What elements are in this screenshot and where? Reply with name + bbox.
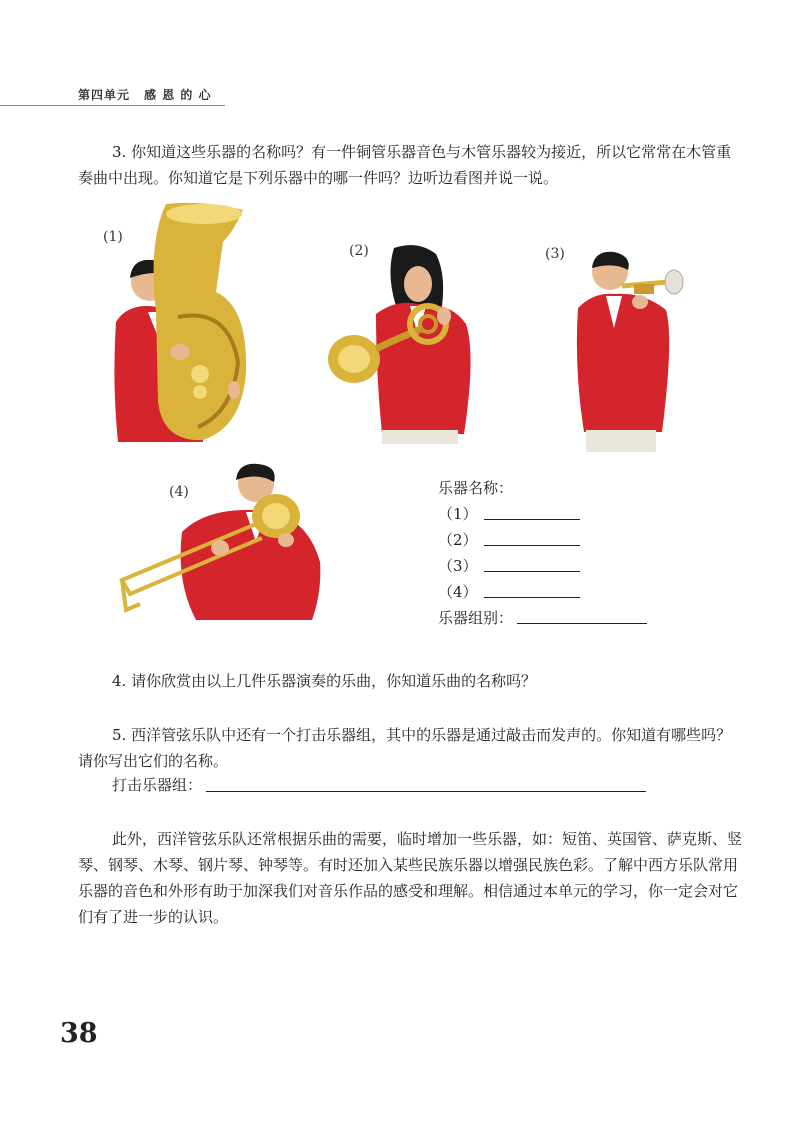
- tuba-player-image: [108, 202, 258, 450]
- question-4: 4. 请你欣赏由以上几件乐器演奏的乐曲，你知道乐曲的名称吗？: [112, 672, 537, 690]
- header-rule: [0, 105, 225, 106]
- answer-row-4-label: （4）: [438, 583, 478, 601]
- answer-row-3-label: （3）: [438, 557, 478, 575]
- trumpet-player-image: [574, 248, 686, 452]
- figure-label-3: (3): [545, 246, 565, 262]
- answer-heading: 乐器名称：: [438, 479, 514, 497]
- answer-row-4: [438, 579, 647, 605]
- answer-row-3: [438, 553, 647, 579]
- answer-blank-2[interactable]: [484, 530, 580, 546]
- answer-blank-3[interactable]: [484, 556, 580, 572]
- percussion-answer-row: [112, 774, 646, 795]
- french-horn-player-image: [326, 244, 476, 444]
- answer-blank-4[interactable]: [484, 582, 580, 598]
- closing-paragraph: 此外，西洋管弦乐队还常根据乐曲的需要，临时增加一些乐器，如：短笛、英国管、萨克斯、竖琴、钢琴、木琴、钢片琴、钟琴等。有时还加入某些民族乐器以增强民族色彩。了解中西方乐队常用乐器的音色和外形有助于加深我们对音乐作品的感受和理解。相信通过本单元的学习，你一定会对它们有了进一步的认识。: [78, 830, 743, 926]
- trombone-player-image: [116, 462, 322, 620]
- figure-label-4: (4): [169, 484, 189, 500]
- answer-row-1-label: （1）: [438, 505, 478, 523]
- question-3: 3. 你知道这些乐器的名称吗？有一件铜管乐器音色与木管乐器较为接近，所以它常常在木管重奏曲中出现。你知道它是下列乐器中的哪一件吗？边听边看图并说一说。: [78, 143, 732, 187]
- answer-blank-1[interactable]: [484, 504, 580, 520]
- unit-title: 感 恩 的 心: [144, 88, 212, 102]
- running-header: [78, 86, 212, 103]
- figure-label-2: (2): [349, 243, 369, 259]
- instrument-answer-block: [438, 475, 647, 631]
- answer-row-2-label: （2）: [438, 531, 478, 549]
- figure-label-1: (1): [103, 229, 123, 245]
- answer-group-blank[interactable]: [517, 608, 647, 624]
- answer-row-2: [438, 527, 647, 553]
- unit-label: 第四单元: [78, 88, 131, 102]
- answer-row-1: [438, 501, 647, 527]
- question-5: 5. 西洋管弦乐队中还有一个打击乐器组，其中的乐器是通过敲击而发声的。你知道有哪些吗？请你写出它们的名称。: [78, 726, 732, 770]
- answer-group-row: [438, 605, 647, 631]
- percussion-label: 打击乐器组：: [112, 776, 203, 794]
- page-number: 38: [60, 1018, 98, 1049]
- answer-group-label: 乐器组别：: [438, 609, 514, 627]
- percussion-answer-blank[interactable]: [206, 777, 646, 792]
